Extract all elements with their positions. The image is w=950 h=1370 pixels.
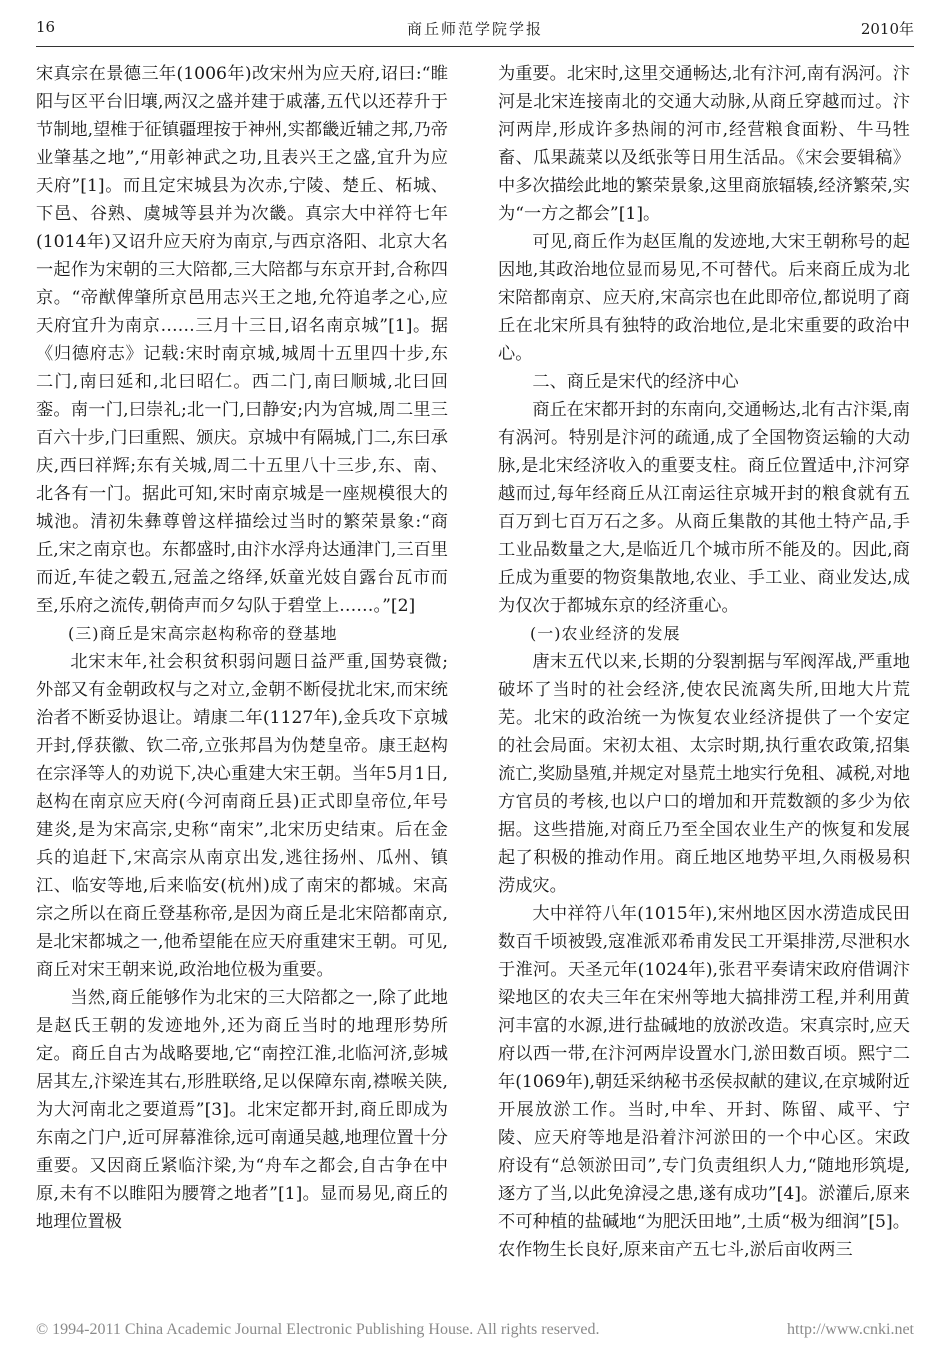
page-header	[36, 18, 914, 42]
paragraph: 唐末五代以来,长期的分裂割据与军阀浑战,严重地破坏了当时的社会经济,使农民流离失所,田地大片荒芜。北宋的政治统一为恢复农业经济提供了一个安定的社会局面。宋初太祖、太宗时期,执行重农政策,招集流亡,奖励垦殖,并规定对垦荒土地实行免租、减税,对地方官员的考核,也以户口的增加和开荒数额的多少为依据。这些措施,对商丘乃至全国农业生产的恢复和发展起了积极的推动作用。商丘地区地势平坦,久雨极易积涝成灾。	[498, 652, 910, 896]
paragraph: 商丘在宋都开封的东南向,交通畅达,北有古汴渠,南有涡河。特别是汴河的疏通,成了全国物资运输的大动脉,是北宋经济收入的重要支柱。商丘位置适中,汴河穿越而过,每年经商丘从江南运往京城开封的粮食就有五百万到七百万石之多。从商丘集散的其他土特产品,手工业品数量之大,是临近几个城市所不能及的。因此,商丘成为重要的物资集散地,农业、手工业、商业发达,成为仅次于都城东京的经济重心。	[498, 400, 910, 616]
journal-title: 商丘师范学院学报	[406, 20, 543, 38]
section-heading: (三)商丘是宋高宗赵构称帝的登基地	[68, 624, 338, 643]
subsection-heading: (一)农业经济的发展	[530, 624, 681, 643]
section-heading: 二、商丘是宋代的经济中心	[532, 372, 739, 392]
page-footer	[36, 1321, 914, 1339]
right-column	[498, 60, 910, 1264]
paragraph: 当然,商丘能够作为北宋的三大陪都之一,除了此地是赵氏王朝的发迹地外,还为商丘当时的地理形势所定。商丘自古为战略要地,它“南控江淮,北临河济,彭城居其左,汴梁连其右,形胜联络,足以保障东南,襟喉关陕,为大河南北之要道焉”[3]。北宋定都开封,商丘即成为东南之门户,近可屏幕淮徐,远可南通吴越,地理位置十分重要。又因商丘紧临汴梁,为“舟车之都会,自古争在中原,未有不以睢阳为腰膂之地者”[1]。显而易见,商丘的地理位置极	[36, 988, 448, 1232]
footer-url[interactable]: http://www.cnki.net	[787, 1321, 914, 1338]
paragraph: 北宋末年,社会积贫积弱问题日益严重,国势衰微;外部又有金朝政权与之对立,金朝不断侵扰北宋,而宋统治者不断妥协退让。靖康二年(1127年),金兵攻下京城开封,俘获徽、钦二帝,立张邦昌为伪楚皇帝。康王赵构在宗泽等人的劝说下,决心重建大宋王朝。当年5月1日,赵构在南京应天府(今河南商丘县)正式即皇帝位,年号建炎,是为宋高宗,史称“南宋”,北宋历史结束。后在金兵的追赶下,宋高宗从南京出发,逃往扬州、瓜州、镇江、临安等地,后来临安(杭州)成了南宋的都城。宋高宗之所以在商丘登基称帝,是因为商丘是北宋陪都南京,是北宋都城之一,他希望能在应天府重建宋王朝。可见,商丘对宋王朝来说,政治地位极为重要。	[36, 652, 448, 980]
left-column	[36, 60, 448, 1236]
paragraph: 宋真宗在景德三年(1006年)改宋州为应天府,诏曰:“睢阳与区平台旧壤,两汉之盛并建于戚藩,五代以还荐升于节制地,望椎于征镇疆理按于神州,实都畿近辅之邦,乃帝业肇基之地”,“用彰神武之功,且表兴王之盛,宜升为应天府”[1]。而且定宋城县为次赤,宁陵、楚丘、柘城、下邑、谷熟、虞城等县并为次畿。真宗大中祥符七年(1014年)又诏升应天府为南京,与西京洛阳、北京大名一起作为宋朝的三大陪都,三大陪都与东京开封,合称四京。“帝猷俾肇所京邑用志兴王之地,允符追孝之心,应天府宜升为南京……三月十三日,诏名南京城”[1]。据《归德府志》记载:宋时南京城,城周十五里四十步,东二门,南曰延和,北曰昭仁。西二门,南曰顺城,北曰回銮。南一门,曰崇礼;北一门,曰静安;内为宫城,周二里三百六十步,门曰重熙、颁庆。京城中有隔城,门二,东曰承庆,西曰祥辉;东有关城,周二十五里八十三步,东、南、北各有一门。据此可知,宋时南京城是一座规模很大的城池。清初朱彝尊曾这样描绘过当时的繁荣景象:“商丘,宋之南京也。东都盛时,由汴水浮舟达通津门,三百里而近,车徒之毂五,冠盖之络绎,妖童光妓自露台瓦市而至,乐府之流传,朝倚声而夕勾队于碧堂上……。”[2]	[36, 64, 448, 616]
page-number: 16	[36, 18, 56, 36]
publication-year: 2010年	[860, 20, 914, 38]
paragraph: 大中祥符八年(1015年),宋州地区因水涝造成民田数百千顷被毁,寇准派邓希甫发民工开渠排涝,尽泄积水于淮河。天圣元年(1024年),张君平奏请宋政府借调汴梁地区的农夫三年在宋州等地大搞排涝工程,并利用黄河丰富的水源,进行盐碱地的放淤改造。宋真宗时,应天府以西一带,在汴河两岸设置水门,淤田数百顷。熙宁二年(1069年),朝廷采纳秘书丞侯叔献的建议,在京城附近开展放淤工作。当时,中牟、开封、陈留、咸平、宁陵、应天府等地是沿着汴河淤田的一个中心区。宋政府设有“总领淤田司”,专门负责组织人力,“随地形筑堤,逐方了当,以此免渰浸之患,遂有成功”[4]。淤灌后,原来不可种植的盐碱地“为肥沃田地”,土质“极为细润”[5]。农作物生长良好,原来亩产五七斗,淤后亩收两三	[498, 904, 910, 1260]
paragraph: 为重要。北宋时,这里交通畅达,北有汴河,南有涡河。汴河是北宋连接南北的交通大动脉,从商丘穿越而过。汴河两岸,形成许多热闹的河市,经营粮食面粉、牛马牲畜、瓜果蔬菜以及纸张等日用生活品。《宋会要辑稿》中多次描绘此地的繁荣景象,这里商旅辐辏,经济繁荣,实为“一方之都会”[1]。	[498, 64, 910, 224]
paragraph: 可见,商丘作为赵匡胤的发迹地,大宋王朝称号的起因地,其政治地位显而易见,不可替代。后来商丘成为北宋陪都南京、应天府,宋高宗也在此即帝位,都说明了商丘在北宋所具有独特的政治地位,是北宋重要的政治中心。	[498, 232, 910, 364]
copyright-notice: © 1994-2011 China Academic Journal Electronic Publishing House. All rights reserved.	[36, 1321, 600, 1338]
header-divider	[36, 46, 914, 47]
